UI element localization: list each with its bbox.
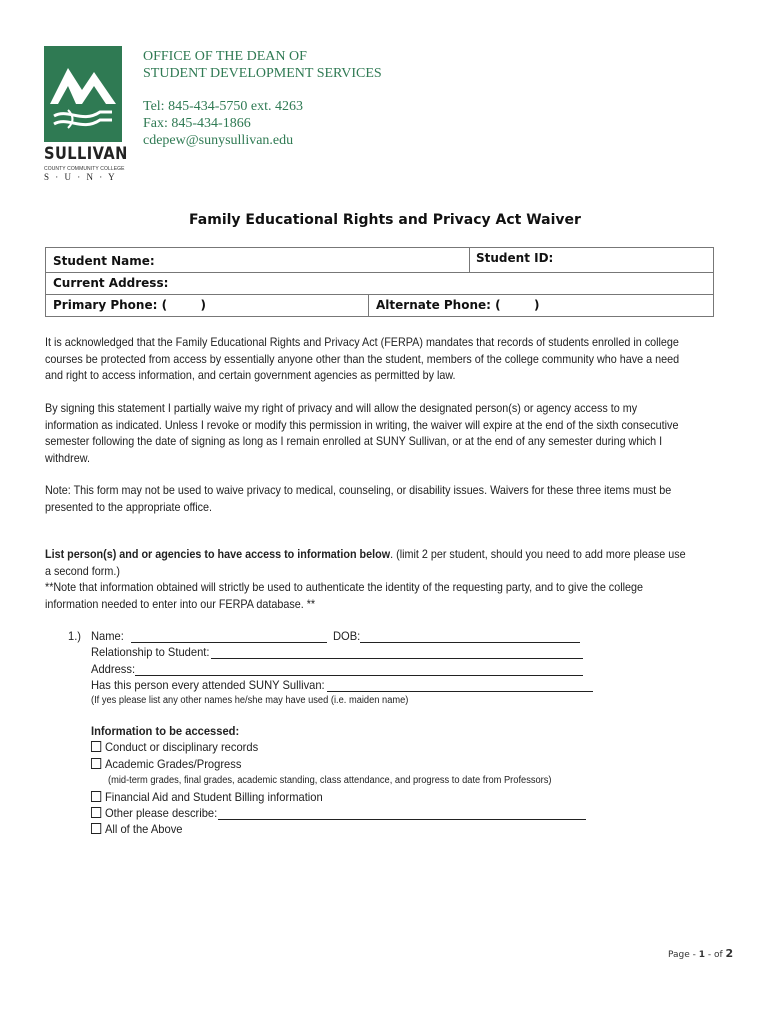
office-tel: Tel: 845-434-5750 ext. 4263 — [143, 99, 303, 114]
option-other[interactable]: Other please describe: — [91, 806, 217, 820]
list-heading: List person(s) and or agencies to have access to information below — [45, 548, 391, 561]
dob-label: DOB: — [333, 629, 361, 643]
address-field[interactable] — [135, 675, 583, 676]
name-field[interactable] — [131, 642, 327, 643]
office-line-2: STUDENT DEVELOPMENT SERVICES — [143, 66, 382, 81]
checkbox-icon[interactable] — [91, 741, 101, 752]
list-instructions: List person(s) and or agencies to have access to information below. (limit 2 per student, should you need to add more please use a second form.) **Note that information obtained will strictly be used to authenticate the identity of the requesting party, and to give the college information needed to enter into our FERPA database. ** — [45, 548, 686, 611]
office-fax: Fax: 845-434-1866 — [143, 116, 251, 131]
option-grades[interactable]: Academic Grades/Progress — [91, 757, 241, 771]
student-name-label: Student Name: — [53, 254, 155, 268]
person-number: 1.) — [68, 629, 82, 643]
page-title: Family Educational Rights and Privacy Act Waiver — [189, 212, 581, 228]
checkbox-icon[interactable] — [91, 791, 101, 802]
attended-hint: (If yes please list any other names he/she may have used (i.e. maiden name) — [91, 695, 409, 706]
option-all[interactable]: All of the Above — [91, 822, 183, 836]
mountain-emblem-icon — [44, 46, 122, 142]
alternate-phone-label: Alternate Phone: ( ) — [376, 298, 540, 312]
attended-field[interactable] — [327, 691, 593, 692]
address-label: Address: — [91, 662, 136, 676]
paragraph-ferpa: It is acknowledged that the Family Educational Rights and Privacy Act (FERPA) mandates that records of students enrolled in college courses be protected from access by essentially anyone other than the student, members of the college community who have a need and right to access information, and certain government agencies as permitted by law. — [45, 336, 680, 382]
other-describe-field[interactable] — [218, 819, 586, 820]
logo-wordmark: SULLIVAN — [44, 144, 128, 164]
attended-label: Has this person every attended SUNY Sullivan: — [91, 678, 325, 692]
option-conduct[interactable]: Conduct or disciplinary records — [91, 740, 258, 754]
student-id-label: Student ID: — [476, 251, 554, 265]
checkbox-icon[interactable] — [91, 823, 101, 834]
page-number: Page - 1 - of 2 — [668, 947, 734, 960]
dob-field[interactable] — [360, 642, 580, 643]
relationship-field[interactable] — [211, 658, 583, 659]
office-line-1: OFFICE OF THE DEAN OF — [143, 49, 307, 64]
primary-phone-label: Primary Phone: ( ) — [53, 298, 206, 312]
checkbox-icon[interactable] — [91, 807, 101, 818]
name-label: Name: — [91, 629, 124, 643]
grades-hint: (mid-term grades, final grades, academic standing, class attendance, and progress to date from Professors) — [108, 775, 552, 786]
logo-suny: S · U · N · Y — [44, 172, 117, 182]
college-logo — [44, 46, 128, 186]
paragraph-note: Note: This form may not be used to waive privacy to medical, counseling, or disability issues. Waivers for these three items must be presented to the appropriate office. — [45, 484, 672, 514]
info-heading: Information to be accessed: — [91, 724, 240, 738]
office-email[interactable]: cdepew@sunysullivan.edu — [143, 133, 294, 148]
relationship-label: Relationship to Student: — [91, 645, 210, 659]
current-address-label: Current Address: — [53, 276, 169, 290]
option-financial[interactable]: Financial Aid and Student Billing information — [91, 790, 323, 804]
paragraph-waiver: By signing this statement I partially waive my right of privacy and will allow the designated person(s) or agency access to my information as indicated. Unless I revoke or modify this permission in writing, the waiver will expire at the end of the sixth consecutive semester following the date of signing as long as I remain enrolled at SUNY Sullivan, or at the end of any semester during which I withdrew. — [45, 402, 679, 465]
logo-subtitle: COUNTY COMMUNITY COLLEGE — [44, 166, 125, 172]
checkbox-icon[interactable] — [91, 758, 101, 769]
